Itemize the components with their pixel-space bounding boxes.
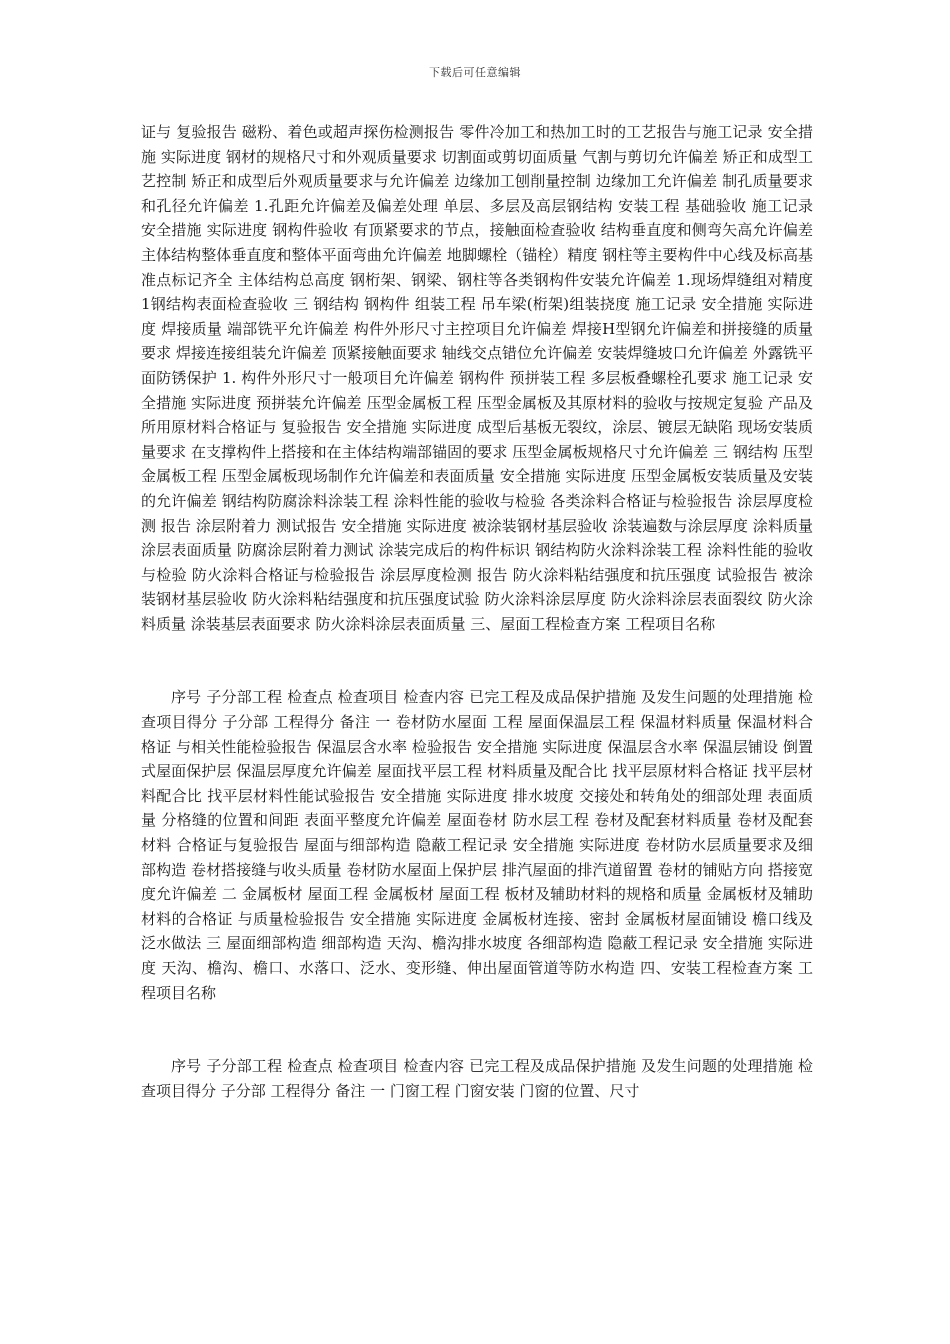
paragraph-gap (141, 636, 813, 685)
paragraph-steel-structure: 证与 复验报告 磁粉、着色或超声探伤检测报告 零件冷加工和热加工时的工艺报告与施工记录 安全措施 实际进度 钢材的规格尺寸和外观质量要求 切割面或剪切面质量 气割与剪切允许偏差 矫正和成型工艺控制 矫正和成型后外观质量要求与允许偏差 边缘加工刨削量控制 边缘加工允许偏差 制孔质量要求和孔径允许偏差 1.孔距允许偏差及偏差处理 单层、多层及高层钢结构 安装工程 基础验收 施工记录 安全措施 实际进度 钢构件验收 有顶紧要求的节点，接触面检查验收 结构垂直度和侧弯矢高允许偏差 主体结构整体垂直度和整体平面弯曲允许偏差 地脚螺栓（锚栓）精度 钢柱等主要构件中心线及标高基准点标记齐全 主体结构总高度 钢桁架、钢梁、钢柱等各类钢构件安装允许偏差 1.现场焊缝组对精度 1钢结构表面检查验收 三 钢结构 钢构件 组装工程 吊车梁(桁架)组装挠度 施工记录 安全措施 实际进度 焊接质量 端部铣平允许偏差 构件外形尺寸主控项目允许偏差 焊接H型钢允许偏差和拼接缝的质量要求 焊接连接组装允许偏差 顶紧接触面要求 轴线交点错位允许偏差 安装焊缝坡口允许偏差 外露铣平面防锈保护 1. 构件外形尺寸一般项目允许偏差 钢构件 预拼装工程 多层板叠螺栓孔要求 施工记录 安全措施 实际进度 预拼装允许偏差 压型金属板工程 压型金属板及其原材料的验收与按规定复验 产品及所用原材料合格证与 复验报告 安全措施 实际进度 成型后基板无裂纹，涂层、镀层无缺陷 现场安装质量要求 在支撑构件上搭接和在主体结构端部锚固的要求 压型金属板规格尺寸允许偏差 三 钢结构 压型金属板工程 压型金属板现场制作允许偏差和表面质量 安全措施 实际进度 压型金属板安装质量及安装的允许偏差 钢结构防腐涂料涂装工程 涂料性能的验收与检验 各类涂料合格证与检验报告 涂层厚度检测 报告 涂层附着力 测试报告 安全措施 实际进度 被涂装钢材基层验收 涂装遍数与涂层厚度 涂料质量 涂层表面质量 防腐涂层附着力测试 涂装完成后的构件标识 钢结构防火涂料涂装工程 涂料性能的验收与检验 防火涂料合格证与检验报告 涂层厚度检测 报告 防火涂料粘结强度和抗压强度 试验报告 被涂装钢材基层验收 防火涂料粘结强度和抗压强度试验 防火涂料涂层厚度 防火涂料涂层表面裂纹 防火涂料质量 涂装基层表面要求 防火涂料涂层表面质量 三、屋面工程检查方案 工程项目名称 (141, 123, 813, 633)
page-header: 下载后可任意编辑 (429, 66, 521, 79)
paragraph-installation-table: 序号 子分部工程 检查点 检查项目 检查内容 已完工程及成品保护措施 及发生问题的处理措施 检查项目得分 子分部 工程得分 备注 一 门窗工程 门窗安装 门窗的位置、尺寸 (141, 1057, 813, 1100)
paragraph-roof-table: 序号 子分部工程 检查点 检查项目 检查内容 已完工程及成品保护措施 及发生问题的处理措施 检查项目得分 子分部 工程得分 备注 一 卷材防水屋面 工程 屋面保温层工程 保温材料质量 保温材料合格证 与相关性能检验报告 保温层含水率 检验报告 安全措施 实际进度 保温层含水率 保温层铺设 倒置式屋面保护层 保温层厚度允许偏差 屋面找平层工程 材料质量及配合比 找平层原材料合格证 找平层材料配合比 找平层材料性能试验报告 安全措施 实际进度 排水坡度 交接处和转角处的细部处理 表面质量 分格缝的位置和间距 表面平整度允许偏差 屋面卷材 防水层工程 卷材及配套材料质量 卷材及配套材料 合格证与复验报告 屋面与细部构造 隐蔽工程记录 安全措施 实际进度 卷材防水层质量要求及细部构造 卷材搭接缝与收头质量 卷材防水屋面上保护层 排汽屋面的排汽道留置 卷材的铺贴方向 搭接宽度允许偏差 二 金属板材 屋面工程 金属板材 屋面工程 板材及辅助材料的规格和质量 金属板材及辅助材料的合格证 与质量检验报告 安全措施 实际进度 金属板材连接、密封 金属板材屋面铺设 檐口线及泛水做法 三 屋面细部构造 细部构造 天沟、檐沟排水坡度 各细部构造 隐蔽工程记录 安全措施 实际进度 天沟、檐沟、檐口、水落口、泛水、变形缝、伸出屋面管道等防水构造 四、安装工程检查方案 工程项目名称 (141, 688, 813, 1002)
paragraph-gap (141, 1005, 813, 1054)
document-body (141, 120, 813, 1103)
